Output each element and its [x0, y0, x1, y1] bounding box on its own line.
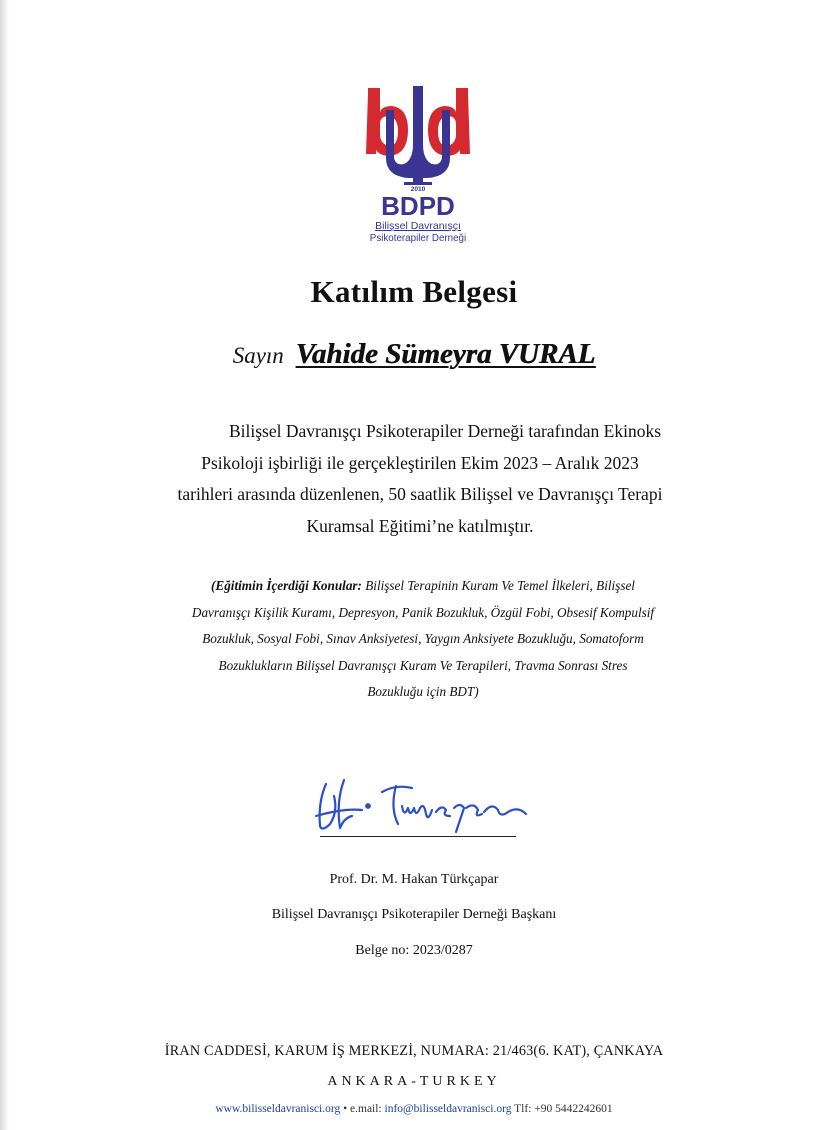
email-link[interactable]: info@bilisseldavranisci.org	[384, 1103, 512, 1115]
logo-year: 2010	[410, 186, 426, 193]
recipient-name: Vahide Sümeyra VURAL	[295, 338, 596, 370]
logo-acronym: BDPD	[381, 191, 455, 221]
statement-line: Psikoloji işbirliği ile gerçekleştirilen Ekim 2023 – Aralık 2023	[201, 452, 639, 473]
certificate-statement	[120, 416, 720, 542]
signature-line	[320, 836, 516, 837]
logo-name-line2: Psikoterapiler Derneği	[369, 233, 467, 244]
topics-first-line: Bilişsel Terapinin Kuram Ve Temel İlkeleri, Bilişsel	[361, 578, 635, 593]
logo-name-line1: Bilişsel Davranışçı	[375, 220, 461, 232]
contact-line	[0, 1103, 828, 1115]
topics-line: Bozukluk, Sosyal Fobi, Sınav Anksiyetesi, Yaygın Anksiyete Bozukluğu, Somatoform	[202, 631, 644, 646]
bdpd-logo	[360, 84, 476, 246]
salutation: Sayın	[232, 343, 284, 368]
recipient-line	[0, 338, 828, 371]
training-topics	[110, 573, 736, 706]
topics-line: Davranışçı Kişilik Kuramı, Depresyon, Panik Bozukluk, Özgül Fobi, Obsesif Kompulsif	[191, 604, 655, 620]
address-line2: ANKARA-TURKEY	[327, 1074, 501, 1089]
certificate-title: Katılım Belgesi	[310, 274, 518, 309]
address-line1: İRAN CADDESİ, KARUM İŞ MERKEZİ, NUMARA: 21/463(6. KAT), ÇANKAYA	[164, 1043, 664, 1059]
phone-number: Tlf: +90 5442242601	[511, 1103, 613, 1115]
statement-line: Bilişsel Davranışçı Psikoterapiler Derneği tarafından Ekinoks	[228, 421, 662, 441]
signatory-name: Prof. Dr. M. Hakan Türkçapar	[329, 872, 499, 887]
document-number: Belge no: 2023/0287	[355, 943, 473, 958]
website-link[interactable]: www.bilisseldavranisci.org	[215, 1103, 341, 1115]
topics-line: Bozukluğu için BDT)	[367, 684, 479, 699]
bdpd-logo-emblem	[360, 84, 476, 246]
topics-lead: (Eğitimin İçerdiği Konular:	[211, 578, 362, 593]
topics-line	[110, 573, 736, 600]
statement-line: tarihleri arasında düzenlenen, 50 saatlik Bilişsel ve Davranışçı Terapi	[177, 484, 663, 504]
email-label: e.mail:	[350, 1103, 385, 1115]
signatory-role: Bilişsel Davranışçı Psikoterapiler Derneği Başkanı	[271, 907, 557, 922]
handwritten-signature	[304, 772, 530, 838]
topics-line: Bozuklukların Bilişsel Davranışçı Kuram Ve Terapileri, Travma Sonrası Stres	[218, 657, 628, 673]
statement-line: Kuramsal Eğitimi’ne katılmıştır.	[306, 515, 534, 536]
contact-separator: •	[340, 1103, 351, 1115]
